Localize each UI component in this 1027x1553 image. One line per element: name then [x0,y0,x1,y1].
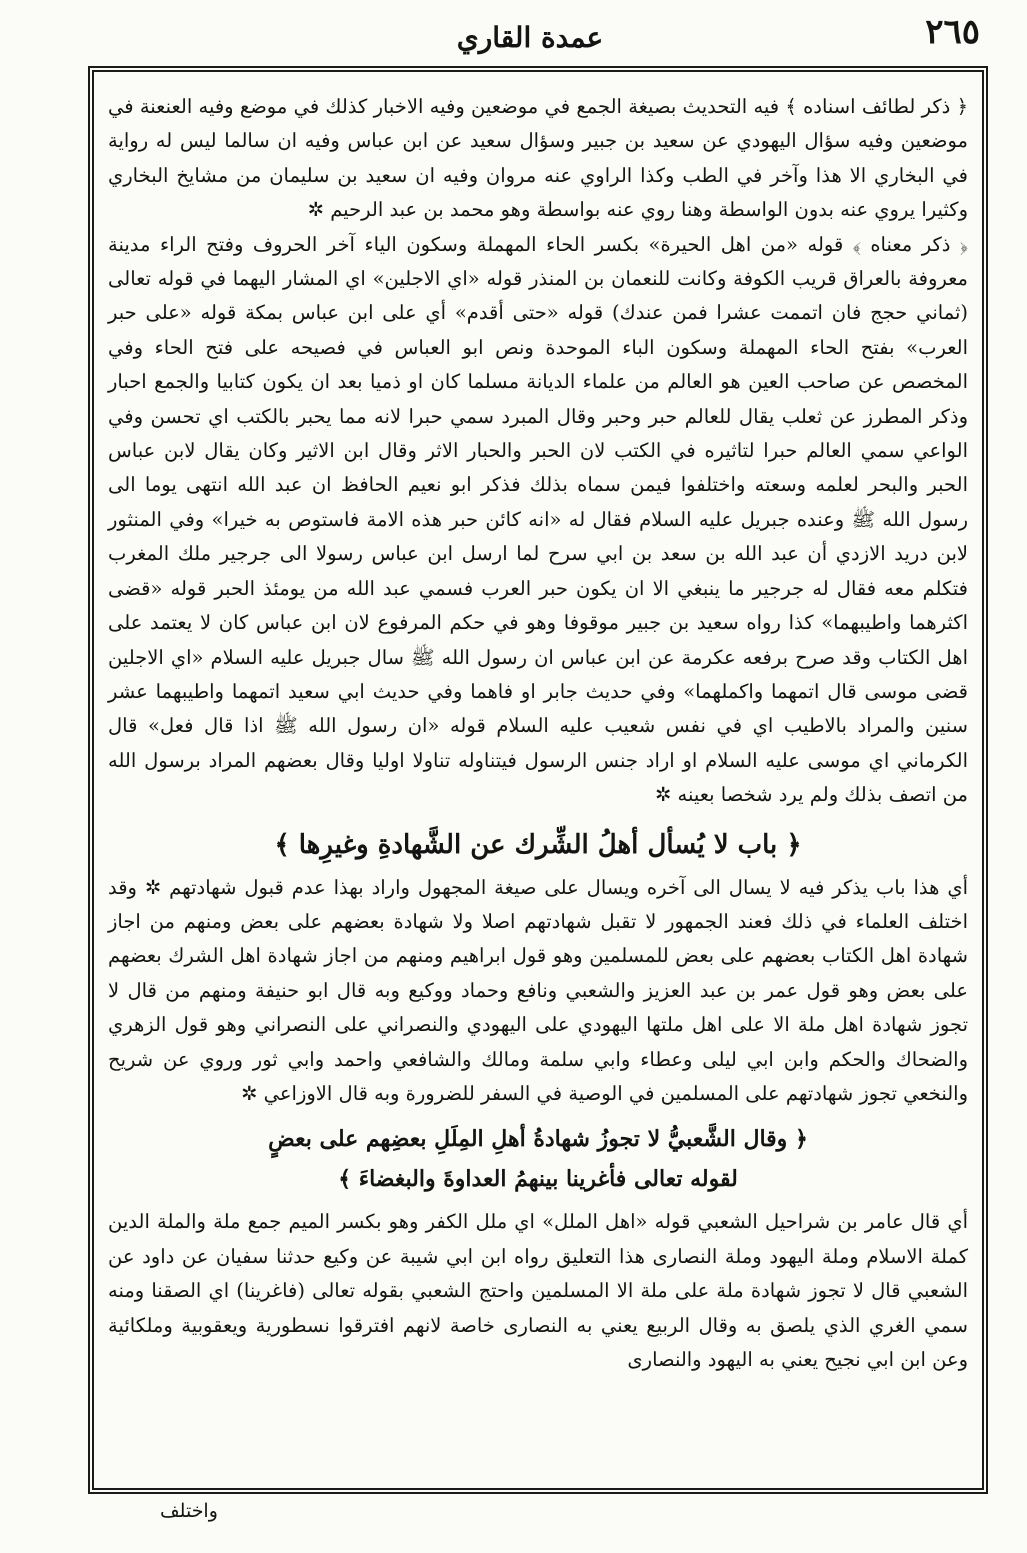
running-title: عمدة القاري [456,20,604,54]
paragraph-quote-commentary: أي قال عامر بن شراحيل الشعبي قوله «اهل الملل» اي ملل الكفر وهو بكسر الميم جمع ملة والملة الدين كملة الاسلام وملة اليهود وملة النصارى هذا التعليق رواه ابن ابي شيبة عن وكيع حدثنا سفيان عن داود عن الشعبي قال لا تجوز شهادة ملة على ملة الا المسلمين واحتج الشعبي بقوله تعالى (فاغرينا) اي الصقنا ومنه سمي الغري الذي يلصق به وقال الربيع يعني به النصارى خاصة لانهم افترقوا نسطورية ويعقوبية وملكائية وعن ابن ابي نجيح يعني به اليهود والنصارى [108,1210,968,1371]
paragraph-meaning: ﴿ ذكر معناه ﴾ قوله «من اهل الحيرة» بكسر الحاء المهملة وسكون الياء آخر الحروف وفتح الراء مدينة معروفة بالعراق قريب الكوفة وكانت للنعمان بن المنذر قوله «اي الاجلين» اي المشار اليهما في قوله تعالى (ثماني حجج فان اتممت عشرا فمن عندك) قوله «حتى أقدم» أي على ابن عباس بمكة قوله «على حبر العرب» بفتح الحاء المهملة وسكون الباء الموحدة ونص ابو العباس في فصيحه على فتح الحاء وفي المخصص عن صاحب العين هو العالم من علماء الديانة مسلما كان او ذميا بعد ان يكون كتابيا والجمع احبار وذكر المطرز عن ثعلب يقال للعالم حبر وحبر وقال المبرد سمي حبرا لانه مما يحبر بالكتب اي تحسن وفي الواعي سمي العالم حبرا لتاثيره في الكتب لان الحبر والحبار الاثر وقال ابن الاثير وكان يقال لابن عباس الحبر والبحر لعلمه وسعته واختلفوا فيمن سماه بذلك فذكر ابو نعيم الحافظ ان عبد الله انتهى يوما الى رسول الله ﷺ وعنده جبريل عليه السلام فقال له «انه كائن حبر هذه الامة فاستوص به خيرا» وفي المنثور لابن دريد الازدي أن عبد الله بن سعد بن ابي سرح لما ارسل ابن عباس رسولا الى جرجير ملك المغرب فتكلم معه فقال له جرجير ما ينبغي الا ان يكون حبر العرب فسمي عبد الله من يومئذ الحبر قوله «قضى اكثرهما واطيبهما» كذا رواه سعيد بن جبير موقوفا وهو في حكم المرفوع لان ابن عباس كان لا يعتمد على اهل الكتاب وقد صرح برفعه عكرمة عن ابن عباس ان رسول الله ﷺ سال جبريل عليه السلام «اي الاجلين قضى موسى قال اتمهما واكملهما» وفي حديث جابر او فاهما وفي حديث ابي سعيد اتمهما واطيبهما عشر سنين والمراد بالاطيب اي في نفس شعيب عليه السلام قوله «ان رسول الله ﷺ اذا قال فعل» قال الكرماني اي موسى عليه السلام او اراد جنس الرسول فيتناوله تناولا اوليا وقال بعضهم المراد برسول الله من اتصف بذلك ولم يرد شخصا بعينه ✲ [108,232,968,807]
text-frame [88,66,988,1494]
catchword: واختلف [160,1500,218,1522]
paragraph-chapter-commentary: أي هذا باب يذكر فيه لا يسال الى آخره ويسال على صيغة المجهول واراد بهذا عدم قبول شهادتهم ✲ وقد اختلف العلماء في ذلك فعند الجمهور لا تقبل شهادتهم اصلا ولا شهادة بعضهم على بعض ومنهم من اجاز شهادة اهل الكتاب بعضهم على بعض للمسلمين وهو قول ابراهيم ومنهم من اجاز شهادة اهل الشرك بعضهم على بعض وهو قول عمر بن عبد العزيز والشعبي ونافع وحماد ووكيع وبه قال ابو حنيفة ومنهم من قال لا تجوز شهادة اهل ملة الا على اهل ملتها اليهودي على اليهودي والنصراني على النصراني وهو قول الزهري والضحاك والحكم وابن ابي ليلى وعطاء وابي سلمة ومالك والشافعي واحمد وابي ثور وروي عن شريح والنخعي تجوز شهادتهم على المسلمين في الوصية في السفر للضرورة وبه قال الاوزاعي ✲ [108,875,968,1105]
page-number: ٢٦٥ [925,12,980,52]
quote-heading-line-1: ﴿ وقال الشَّعبيُّ لا تجوزُ شهادةُ أهلِ المِلَلِ بعضِهم على بعضٍ [268,1126,808,1153]
quote-heading-line-2: لقوله تعالى فأغرينا بينهمُ العداوةَ والبغضاءَ ﴾ [338,1166,738,1193]
paragraph-isnad-notes: ﴿ ذكر لطائف اسناده ﴾ فيه التحديث بصيغة الجمع في موضعين وفيه الاخبار كذلك في موضع وفيه العنعنة في موضعين وفيه سؤال اليهودي عن سعيد بن جبير وسؤال سعيد عن ابن عباس وفيه ان سالما ليس له رواية في البخاري الا هذا وآخر في الطب وكذا الراوي عنه مروان وفيه ان سعيد بن سليمان من مشايخ البخاري وكثيرا يروي عنه بدون الواسطة وهنا روي عنه بواسطة وهو محمد بن عبد الرحيم ✲ [108,95,968,222]
chapter-heading: ﴿ باب لا يُسأل أهلُ الشِّرك عن الشَّهادةِ وغيرِها ﴾ [274,829,802,860]
page-header [80,12,980,62]
